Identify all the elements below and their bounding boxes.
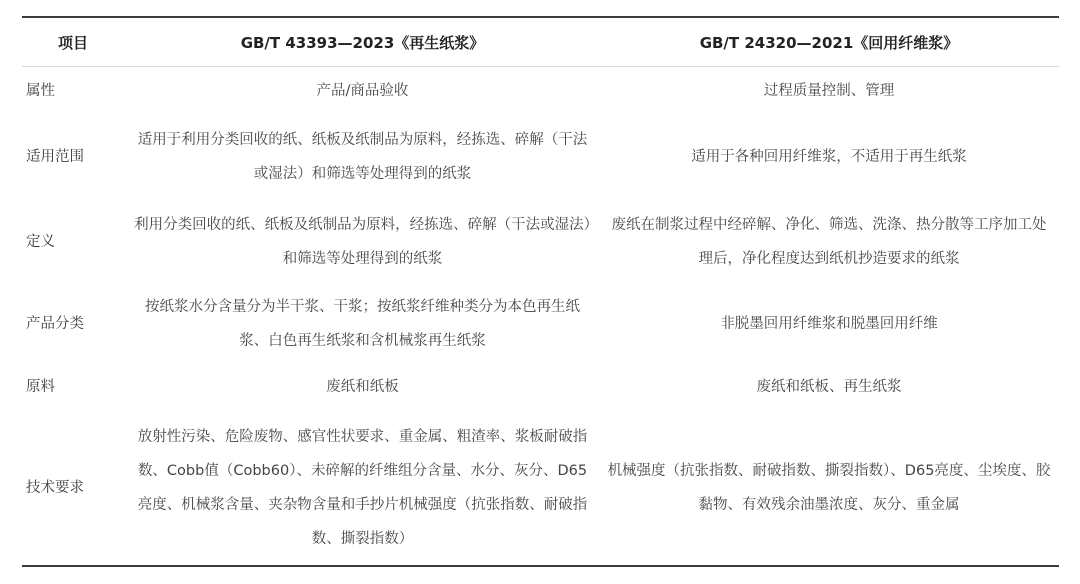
new-standard-cell: 适用于利用分类回收的纸、纸板及纸制品为原料，经拣选、碎解（干法或湿法）和筛选等处理得到的纸浆 <box>137 132 588 182</box>
standards-comparison-table <box>22 16 1059 567</box>
table-row <box>22 200 1059 284</box>
old-standard-cell: 机械强度（抗张指数、耐破指数、撕裂指数）、D65亮度、尘埃度、胶黏物、有效残余油墨浓度、灰分、重金属 <box>607 462 1051 513</box>
old-standard-cell: 废纸在制浆过程中经碎解、净化、筛选、洗涤、热分散等工序加工处理后，净化程度达到纸机抄造要求的纸浆 <box>611 217 1047 267</box>
new-standard-cell: 废纸和纸板 <box>326 379 399 395</box>
new-standard-cell: 利用分类回收的纸、纸板及纸制品为原料，经拣选、碎解（干法或湿法）和筛选等处理得到的纸浆 <box>134 217 591 267</box>
table-row <box>22 67 1059 115</box>
new-standard-cell: 放射性污染、危险废物、感官性状要求、重金属、粗渣率、浆板耐破指数、Cobb值（Cobb60）、未碎解的纤维组分含量、水分、灰分、D65亮度、机械浆含量、夹杂物含量和手抄片机械强度（抗张指数、耐破指数、撕裂指数） <box>137 428 588 547</box>
old-standard-cell: 适用于各种回用纤维浆，不适用于再生纸浆 <box>691 149 967 165</box>
table-row <box>22 114 1059 200</box>
table-body <box>22 67 1059 566</box>
old-standard-cell: 过程质量控制、管理 <box>763 82 895 99</box>
new-standard-cell: 按纸浆水分含量分为半干浆、干浆；按纸浆纤维种类分为本色再生纸浆、白色再生纸浆和含机械浆再生纸浆 <box>145 299 580 349</box>
comparison-table <box>22 18 1059 565</box>
header-new-standard: GB/T 43393—2023《再生纸浆》 <box>126 18 599 67</box>
old-standard-cell: 废纸和纸板、再生纸浆 <box>756 379 902 395</box>
table-row <box>22 410 1059 565</box>
old-standard-cell: 非脱墨回用纤维浆和脱墨回用纤维 <box>720 316 938 332</box>
row-label: 技术要求 <box>26 479 84 496</box>
header-row <box>22 18 1059 67</box>
row-label: 属性 <box>26 82 55 99</box>
header-old-standard: GB/T 24320—2021《回用纤维浆》 <box>599 18 1059 67</box>
header-item: 项目 <box>22 18 126 67</box>
table-header <box>22 18 1059 67</box>
new-standard-cell: 产品/商品验收 <box>316 82 409 99</box>
row-label: 定义 <box>26 234 55 250</box>
table-row <box>22 364 1059 410</box>
row-label: 原料 <box>26 379 55 395</box>
row-label: 适用范围 <box>26 149 84 165</box>
table-row <box>22 284 1059 364</box>
row-label: 产品分类 <box>26 316 84 332</box>
